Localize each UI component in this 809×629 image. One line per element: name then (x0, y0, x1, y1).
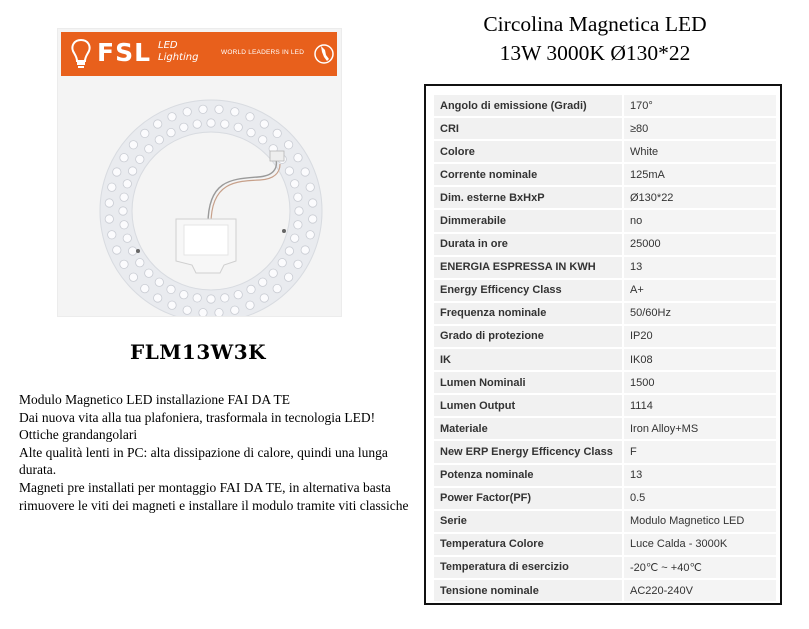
spec-value: Iron Alloy+MS (624, 418, 776, 439)
led-lens (119, 207, 127, 215)
spec-key: Grado di protezione (434, 326, 624, 347)
spec-row (434, 326, 776, 347)
led-lens (301, 246, 309, 254)
led-lens (183, 306, 191, 314)
spec-key: ENERGIA ESPRESSA IN KWH (434, 257, 624, 278)
led-ring-module (58, 29, 341, 316)
spec-row (434, 580, 776, 601)
spec-key: Serie (434, 511, 624, 532)
spec-row (434, 534, 776, 555)
spec-table-frame (424, 84, 782, 605)
brand-tagline: WORLD LEADERS IN LED (221, 49, 305, 56)
led-lens (291, 234, 299, 242)
led-lens (207, 295, 215, 303)
product-description (19, 391, 414, 514)
spec-key: Energy Efficency Class (434, 280, 624, 301)
spec-key: Dim. esterne BxHxP (434, 187, 624, 208)
led-lens (259, 136, 267, 144)
led-lens (294, 221, 302, 229)
led-lens (180, 291, 188, 299)
led-lens (231, 306, 239, 314)
led-lens (294, 193, 302, 201)
led-lens (193, 120, 201, 128)
spec-key: Potenza nominale (434, 465, 624, 486)
spec-value: 125mA (624, 164, 776, 185)
spec-value: Luce Calda - 3000K (624, 534, 776, 555)
spec-row (434, 164, 776, 185)
description-line: Dai nuova vita alla tua plafoniera, trasformala in tecnologia LED! (19, 409, 376, 425)
spec-row (434, 418, 776, 439)
led-lens (309, 215, 317, 223)
led-lens (294, 154, 302, 162)
led-lens (309, 199, 317, 207)
led-lens (120, 193, 128, 201)
spec-value: White (624, 141, 776, 162)
spec-value: Modulo Magnetico LED (624, 511, 776, 532)
led-lens (128, 247, 136, 255)
spec-row (434, 280, 776, 301)
led-lens (154, 120, 162, 128)
led-lens (221, 120, 229, 128)
led-lens (108, 231, 116, 239)
description-line: Modulo Magnetico LED installazione FAI DA TE (19, 392, 290, 407)
spec-value: IK08 (624, 349, 776, 370)
led-lens (259, 278, 267, 286)
product-image (57, 28, 342, 317)
spec-row (434, 441, 776, 462)
spec-key: Tensione nominale (434, 580, 624, 601)
spec-key: Lumen Output (434, 395, 624, 416)
led-lens (285, 247, 293, 255)
spec-value: AC220-240V (624, 580, 776, 601)
led-lens (215, 309, 223, 317)
title-line-2: 13W 3000K Ø130*22 (499, 41, 691, 65)
led-lens (306, 183, 314, 191)
led-lens (136, 155, 144, 163)
led-lens (113, 246, 121, 254)
spec-key: CRI (434, 118, 624, 139)
led-lens (120, 154, 128, 162)
led-lens (231, 108, 239, 116)
spec-value: 50/60Hz (624, 303, 776, 324)
spec-row (434, 511, 776, 532)
spec-value: IP20 (624, 326, 776, 347)
spec-row (434, 395, 776, 416)
spec-row (434, 257, 776, 278)
led-lens (234, 291, 242, 299)
spec-row (434, 234, 776, 255)
spec-value: A+ (624, 280, 776, 301)
led-lens (129, 141, 137, 149)
title-line-1: Circolina Magnetica LED (483, 12, 707, 36)
led-lens (136, 259, 144, 267)
spec-row (434, 141, 776, 162)
led-lens (145, 269, 153, 277)
spec-value: 13 (624, 257, 776, 278)
led-lens (129, 273, 137, 281)
led-lens (120, 260, 128, 268)
spec-value: 1500 (624, 372, 776, 393)
led-lens (284, 273, 292, 281)
led-lens (128, 167, 136, 175)
spec-value: 13 (624, 465, 776, 486)
led-lens (269, 269, 277, 277)
brand-name: FSL (97, 38, 152, 67)
led-lens (221, 294, 229, 302)
spec-key: IK (434, 349, 624, 370)
led-lens (284, 141, 292, 149)
spec-value: -20℃ ~ +40℃ (624, 557, 776, 578)
spec-key: Durata in ore (434, 234, 624, 255)
led-lens (301, 168, 309, 176)
spec-key: Power Factor(PF) (434, 488, 624, 509)
led-lens (294, 260, 302, 268)
led-lens (193, 294, 201, 302)
spec-key: Angolo di emissione (Gradi) (434, 95, 624, 116)
led-lens (141, 129, 149, 137)
led-lens (168, 301, 176, 309)
led-lens (167, 285, 175, 293)
led-lens (247, 128, 255, 136)
led-lens (154, 294, 162, 302)
led-lens (168, 113, 176, 121)
spec-row (434, 557, 776, 578)
led-lens (199, 309, 207, 317)
spec-row (434, 210, 776, 231)
spec-key: New ERP Energy Efficency Class (434, 441, 624, 462)
led-lens (260, 294, 268, 302)
led-lens (199, 105, 207, 113)
spec-row (434, 303, 776, 324)
led-lens (295, 207, 303, 215)
led-lens (207, 119, 215, 127)
spec-key: Temperatura Colore (434, 534, 624, 555)
led-lens (105, 199, 113, 207)
spec-key: Colore (434, 141, 624, 162)
spec-row (434, 349, 776, 370)
spec-key: Materiale (434, 418, 624, 439)
spec-key: Dimmerabile (434, 210, 624, 231)
led-lens (215, 105, 223, 113)
spec-key: Lumen Nominali (434, 372, 624, 393)
led-lens (291, 180, 299, 188)
led-lens (141, 284, 149, 292)
led-lens (285, 167, 293, 175)
spec-key: Frequenza nominale (434, 303, 624, 324)
led-lens (273, 129, 281, 137)
spec-row (434, 465, 776, 486)
led-lens (180, 123, 188, 131)
led-lens (113, 168, 121, 176)
led-lens (155, 136, 163, 144)
spec-table (434, 93, 776, 603)
spec-value: no (624, 210, 776, 231)
led-lens (105, 215, 113, 223)
led-lens (145, 145, 153, 153)
led-lens (155, 278, 163, 286)
led-lens (273, 284, 281, 292)
led-lens (260, 120, 268, 128)
spec-value: 25000 (624, 234, 776, 255)
spec-value: F (624, 441, 776, 462)
spec-value: 0.5 (624, 488, 776, 509)
led-lens (120, 221, 128, 229)
spec-row (434, 372, 776, 393)
brand-subtitle: LED Lighting (158, 40, 199, 63)
spec-value: Ø130*22 (624, 187, 776, 208)
spec-row (434, 95, 776, 116)
led-lens (108, 183, 116, 191)
led-lens (123, 234, 131, 242)
product-title (425, 10, 765, 68)
led-lens (246, 113, 254, 121)
spec-value: 170° (624, 95, 776, 116)
led-lens (247, 285, 255, 293)
led-lens (278, 259, 286, 267)
spec-key: Corrente nominale (434, 164, 624, 185)
description-line: Magneti pre installati per montaggio FAI DA TE, in alternativa basta rimuovere le viti dei magneti e installare il modulo tramite viti classiche (19, 479, 409, 513)
spec-value: ≥80 (624, 118, 776, 139)
led-lens (246, 301, 254, 309)
spec-row (434, 488, 776, 509)
led-lens (167, 128, 175, 136)
description-line: Alte qualità lenti in PC: alta dissipazione di calore, quindi una lunga durata. (19, 444, 388, 478)
spec-key: Temperatura di esercizio (434, 557, 624, 578)
led-lens (234, 123, 242, 131)
led-lens (306, 231, 314, 239)
spec-value: 1114 (624, 395, 776, 416)
spec-row (434, 187, 776, 208)
led-lens (183, 108, 191, 116)
model-code: FLM13W3K (130, 340, 266, 364)
led-lens (123, 180, 131, 188)
description-line: Ottiche grandangolari (19, 427, 138, 443)
spec-row (434, 118, 776, 139)
